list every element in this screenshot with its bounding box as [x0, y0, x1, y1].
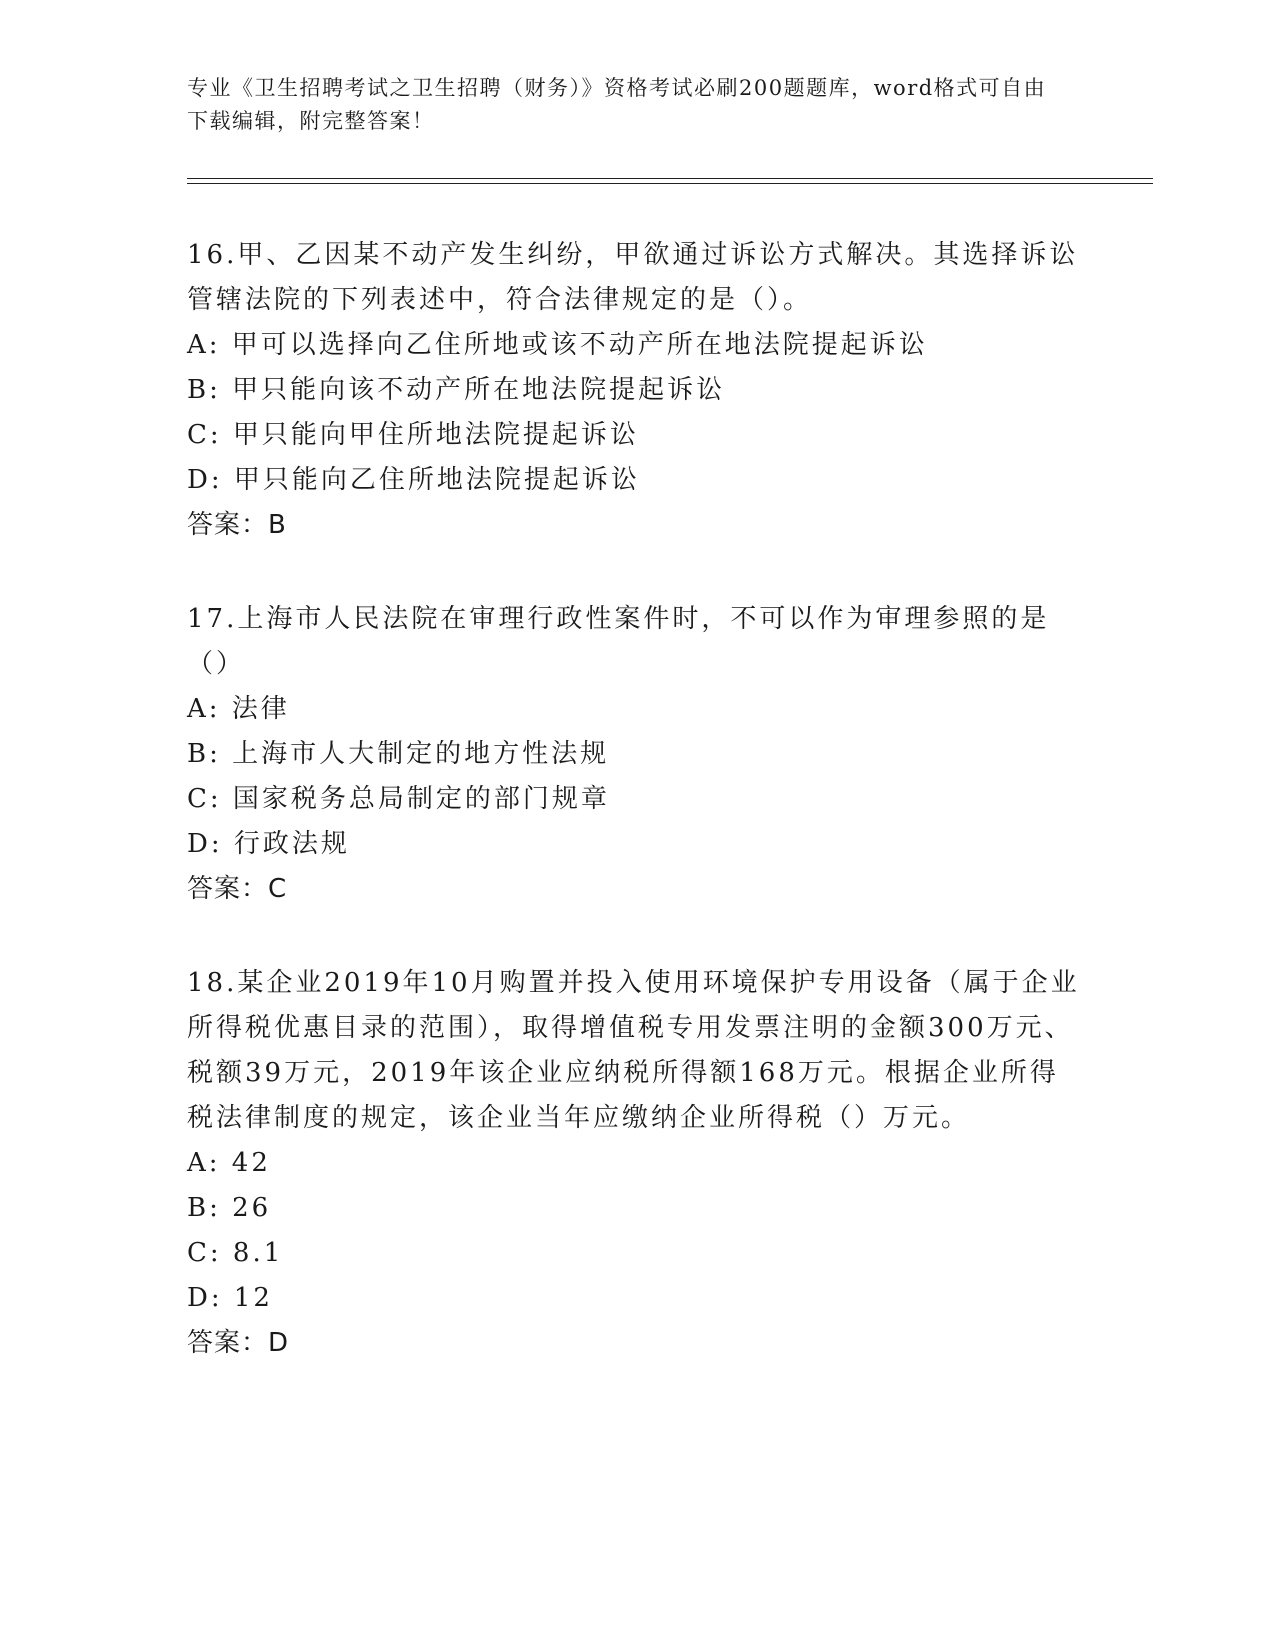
option-c: C: 甲只能向甲住所地法院提起诉讼 — [187, 420, 639, 450]
option-a: A: 甲可以选择向乙住所地或该不动产所在地法院提起诉讼 — [187, 330, 928, 360]
option-d: D: 12 — [187, 1283, 273, 1313]
option-c: C: 国家税务总局制定的部门规章 — [187, 784, 610, 814]
question-stem: 17.上海市人民法院在审理行政性案件时，不可以作为审理参照的是（） — [187, 604, 1050, 679]
option-b: B: 甲只能向该不动产所在地法院提起诉讼 — [187, 375, 726, 405]
question-stem: 18.某企业2019年10月购置并投入使用环境保护专用设备（属于企业所得税优惠目录的范围），取得增值税专用发票注明的金额300万元、税额39万元，2019年该企业应纳税所得额168万元。根据企业所得税法律制度的规定，该企业当年应缴纳企业所得税（）万元。 — [187, 968, 1080, 1133]
header-text: 专业《卫生招聘考试之卫生招聘（财务）》资格考试必刷200题题库，word格式可自由下载编辑，附完整答案！ — [187, 76, 1047, 133]
question-stem: 16.甲、乙因某不动产发生纠纷，甲欲通过诉讼方式解决。其选择诉讼管辖法院的下列表述中，符合法律规定的是（）。 — [187, 240, 1079, 315]
question-16 — [187, 233, 1082, 548]
answer: 答案：D — [187, 1328, 290, 1358]
option-a: A: 法律 — [187, 694, 290, 724]
header-divider-bottom — [187, 183, 1153, 184]
option-c: C: 8.1 — [187, 1238, 284, 1268]
option-d: D: 甲只能向乙住所地法院提起诉讼 — [187, 465, 640, 495]
answer: 答案：C — [187, 874, 288, 904]
answer: 答案：B — [187, 510, 287, 540]
question-18 — [187, 961, 1082, 1366]
option-b: B: 上海市人大制定的地方性法规 — [187, 739, 610, 769]
document-header — [187, 72, 1067, 138]
question-17 — [187, 597, 1082, 912]
header-divider-top — [187, 178, 1153, 179]
option-a: A: 42 — [187, 1148, 271, 1178]
option-b: B: 26 — [187, 1193, 272, 1223]
option-d: D: 行政法规 — [187, 829, 350, 859]
